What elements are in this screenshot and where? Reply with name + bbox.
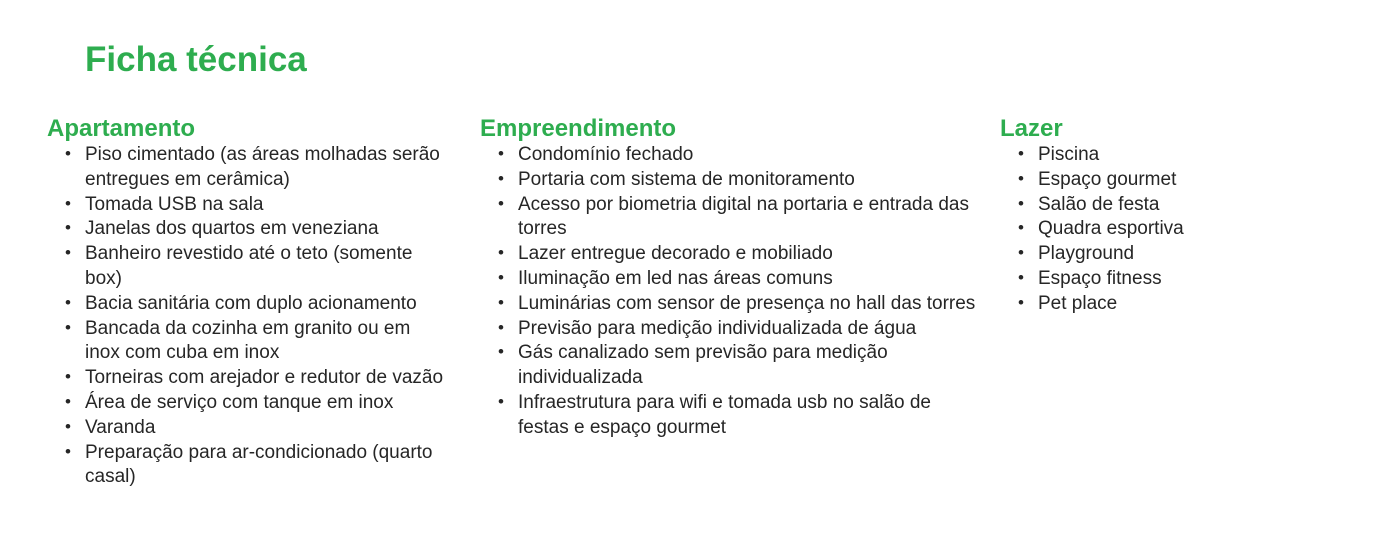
list-item: • Playground: [1000, 242, 1345, 267]
list-item: • Portaria com sistema de monitoramento: [480, 168, 976, 193]
list-item: • Gás canalizado sem previsão para medição individualizada: [480, 341, 976, 391]
list-item: • Luminárias com sensor de presença no hall das torres: [480, 292, 976, 317]
list-item: • Condomínio fechado: [480, 143, 976, 168]
list-item: • Varanda: [47, 416, 449, 441]
list-item: • Iluminação em led nas áreas comuns: [480, 267, 976, 292]
list-item: • Espaço gourmet: [1000, 168, 1345, 193]
list-item: • Infraestrutura para wifi e tomada usb no salão de festas e espaço gourmet: [480, 391, 976, 441]
page-title: Ficha técnica: [85, 40, 307, 80]
list-item: • Área de serviço com tanque em inox: [47, 391, 449, 416]
list-item: • Previsão para medição individualizada de água: [480, 317, 976, 342]
section-heading-apartamento: Apartamento: [47, 115, 196, 142]
list-item: • Quadra esportiva: [1000, 217, 1345, 242]
list-item: • Piscina: [1000, 143, 1345, 168]
apartamento-feature-list: [47, 143, 449, 490]
section-apartamento: [47, 115, 449, 490]
section-lazer: [1000, 115, 1345, 317]
list-item: • Tomada USB na sala: [47, 193, 449, 218]
section-heading-empreendimento: Empreendimento: [480, 115, 677, 142]
empreendimento-feature-list: [480, 143, 976, 441]
list-item: • Espaço fitness: [1000, 267, 1345, 292]
list-item: • Lazer entregue decorado e mobiliado: [480, 242, 976, 267]
list-item: • Acesso por biometria digital na portaria e entrada das torres: [480, 193, 976, 243]
section-heading-lazer: Lazer: [1000, 115, 1063, 142]
list-item: • Salão de festa: [1000, 193, 1345, 218]
list-item: • Preparação para ar-condicionado (quarto casal): [47, 441, 449, 491]
list-item: • Torneiras com arejador e redutor de vazão: [47, 366, 449, 391]
list-item: • Pet place: [1000, 292, 1345, 317]
list-item: • Bancada da cozinha em granito ou em inox com cuba em inox: [47, 317, 449, 367]
list-item: • Banheiro revestido até o teto (somente box): [47, 242, 449, 292]
section-empreendimento: [480, 115, 976, 441]
list-item: • Piso cimentado (as áreas molhadas serão entregues em cerâmica): [47, 143, 449, 193]
list-item: • Bacia sanitária com duplo acionamento: [47, 292, 449, 317]
list-item: • Janelas dos quartos em veneziana: [47, 217, 449, 242]
lazer-feature-list: [1000, 143, 1345, 317]
